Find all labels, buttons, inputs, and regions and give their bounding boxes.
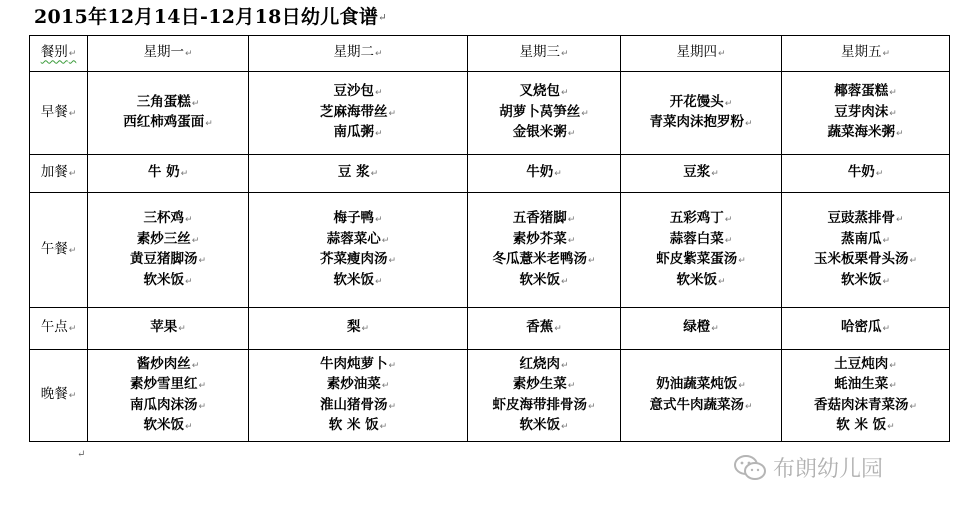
dish-item: 软米饭 ↵ <box>468 416 620 437</box>
dish-item: 牛肉炖萝卜 ↵ <box>249 355 467 376</box>
menu-cell <box>621 193 782 308</box>
dish-item: 蒜蓉白菜 ↵ <box>621 230 781 251</box>
dish-item: 素炒芥菜 ↵ <box>468 230 620 251</box>
dish-item: 软米饭 ↵ <box>621 271 781 292</box>
dish-item: 青菜肉沫抱罗粉 ↵ <box>621 113 781 134</box>
dish-item: 香蕉 ↵ <box>468 318 620 339</box>
dish-item: 豆 浆 ↵ <box>249 163 467 184</box>
menu-cell <box>88 308 249 350</box>
dish-item: 胡萝卜莴笋丝 ↵ <box>468 103 620 124</box>
menu-cell <box>621 308 782 350</box>
dish-item: 素炒生菜 ↵ <box>468 375 620 396</box>
menu-cell <box>621 72 782 155</box>
dish-item: 软 米 饭 ↵ <box>782 416 949 437</box>
dish-item: 淮山猪骨汤 ↵ <box>249 396 467 417</box>
dish-item: 南瓜粥 ↵ <box>249 123 467 144</box>
dish-item: 意式牛肉蔬菜汤 ↵ <box>621 396 781 417</box>
dish-item: 土豆炖肉 ↵ <box>782 355 949 376</box>
dish-item: 开花馒头 ↵ <box>621 93 781 114</box>
menu-cell <box>782 72 950 155</box>
dish-item: 蚝油生菜 ↵ <box>782 375 949 396</box>
dish-item: 冬瓜薏米老鸭汤 ↵ <box>468 250 620 271</box>
dish-item: 酱炒肉丝 ↵ <box>88 355 248 376</box>
page-title: 2015年12月14日-12月18日幼儿食谱↵ <box>34 6 387 28</box>
dish-item: 香菇肉沫青菜汤 ↵ <box>782 396 949 417</box>
table-row <box>30 155 950 193</box>
dish-item: 黄豆猪脚汤 ↵ <box>88 250 248 271</box>
menu-cell <box>782 155 950 193</box>
menu-cell <box>621 350 782 442</box>
menu-cell <box>88 155 249 193</box>
menu-cell <box>621 155 782 193</box>
menu-cell <box>249 350 468 442</box>
dish-item: 金银米粥 ↵ <box>468 123 620 144</box>
paragraph-mark: ↵ <box>77 449 86 460</box>
dish-item: 苹果 ↵ <box>88 318 248 339</box>
menu-table <box>29 35 950 442</box>
table-row <box>30 308 950 350</box>
dish-item: 素炒三丝 ↵ <box>88 230 248 251</box>
dish-item: 梨 ↵ <box>249 318 467 339</box>
dish-item: 芥菜瘦肉汤 ↵ <box>249 250 467 271</box>
dish-item: 叉烧包 ↵ <box>468 82 620 103</box>
menu-cell <box>468 155 621 193</box>
day-header: 星期一 ↵ <box>88 36 249 72</box>
dish-item: 椰蓉蛋糕 ↵ <box>782 82 949 103</box>
dish-item: 软米饭 ↵ <box>88 416 248 437</box>
dish-item: 五香猪脚 ↵ <box>468 209 620 230</box>
dish-item: 素炒油菜 ↵ <box>249 375 467 396</box>
menu-cell <box>88 72 249 155</box>
dish-item: 虾皮海带排骨汤 ↵ <box>468 396 620 417</box>
dish-item: 三杯鸡 ↵ <box>88 209 248 230</box>
day-header: 星期三 ↵ <box>468 36 621 72</box>
dish-item: 南瓜肉沫汤 ↵ <box>88 396 248 417</box>
meal-type-header: 餐别 ↵ <box>30 36 88 72</box>
meal-type-cell: 早餐 ↵ <box>30 72 88 155</box>
dish-item: 牛 奶 ↵ <box>88 163 248 184</box>
dish-item: 三角蛋糕 ↵ <box>88 93 248 114</box>
day-header: 星期五 ↵ <box>782 36 950 72</box>
dish-item: 虾皮紫菜蛋汤 ↵ <box>621 250 781 271</box>
dish-item: 西红柿鸡蛋面 ↵ <box>88 113 248 134</box>
dish-item: 软米饭 ↵ <box>468 271 620 292</box>
menu-cell <box>782 350 950 442</box>
dish-item: 豆豉蒸排骨 ↵ <box>782 209 949 230</box>
dish-item: 玉米板栗骨头汤 ↵ <box>782 250 949 271</box>
dish-item: 蒸南瓜 ↵ <box>782 230 949 251</box>
menu-cell <box>88 193 249 308</box>
menu-cell <box>468 350 621 442</box>
menu-cell <box>468 72 621 155</box>
table-row <box>30 350 950 442</box>
dish-item: 绿橙 ↵ <box>621 318 781 339</box>
dish-item: 豆芽肉沫 ↵ <box>782 103 949 124</box>
dish-item: 芝麻海带丝 ↵ <box>249 103 467 124</box>
dish-item: 软米饭 ↵ <box>88 271 248 292</box>
menu-cell <box>249 155 468 193</box>
menu-cell <box>88 350 249 442</box>
dish-item: 牛奶 ↵ <box>782 163 949 184</box>
meal-type-cell: 午点 ↵ <box>30 308 88 350</box>
dish-item: 豆沙包 ↵ <box>249 82 467 103</box>
menu-cell <box>782 193 950 308</box>
dish-item: 蔬菜海米粥 ↵ <box>782 123 949 144</box>
watermark <box>733 452 883 483</box>
menu-cell <box>249 72 468 155</box>
menu-cell <box>249 193 468 308</box>
dish-item: 红烧肉 ↵ <box>468 355 620 376</box>
menu-cell <box>468 193 621 308</box>
dish-item: 软 米 饭 ↵ <box>249 416 467 437</box>
dish-item: 素炒雪里红 ↵ <box>88 375 248 396</box>
dish-item: 牛奶 ↵ <box>468 163 620 184</box>
table-header-row <box>30 36 950 72</box>
meal-type-cell: 午餐 ↵ <box>30 193 88 308</box>
menu-cell <box>468 308 621 350</box>
dish-item: 蒜蓉菜心 ↵ <box>249 230 467 251</box>
dish-item: 软米饭 ↵ <box>249 271 467 292</box>
menu-cell <box>249 308 468 350</box>
watermark-text: 布朗幼儿园 <box>773 457 884 482</box>
dish-item: 五彩鸡丁 ↵ <box>621 209 781 230</box>
table-row <box>30 72 950 155</box>
day-header: 星期二 ↵ <box>249 36 468 72</box>
menu-cell <box>782 308 950 350</box>
dish-item: 梅子鸭 ↵ <box>249 209 467 230</box>
dish-item: 奶油蔬菜炖饭 ↵ <box>621 375 781 396</box>
meal-type-cell: 晚餐 ↵ <box>30 350 88 442</box>
meal-type-cell: 加餐 ↵ <box>30 155 88 193</box>
day-header: 星期四 ↵ <box>621 36 782 72</box>
wechat-icon <box>733 454 767 482</box>
dish-item: 豆浆 ↵ <box>621 163 781 184</box>
table-row <box>30 193 950 308</box>
dish-item: 软米饭 ↵ <box>782 271 949 292</box>
dish-item: 哈密瓜 ↵ <box>782 318 949 339</box>
